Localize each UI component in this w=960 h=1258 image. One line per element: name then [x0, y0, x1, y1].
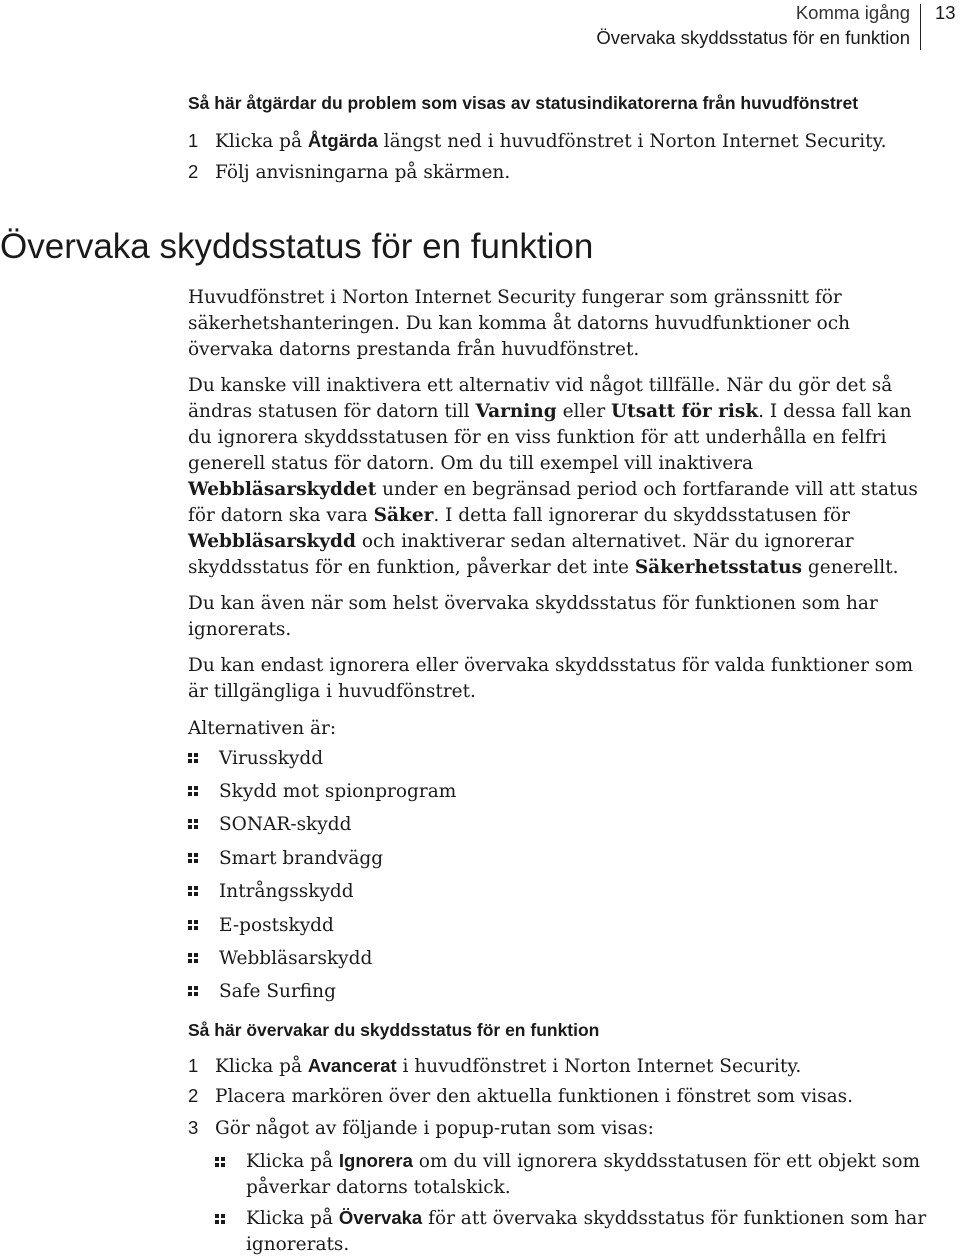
procedure-step: [188, 161, 510, 183]
page-number: 13: [935, 2, 956, 23]
procedure-step: [188, 1055, 801, 1077]
step-text: Gör något av följande i popup-rutan som visas:: [215, 1118, 654, 1139]
step-text: Klicka på Åtgärda längst ned i huvudfönstret i Norton Internet Security.: [215, 130, 887, 152]
action-label: Åtgärda: [307, 130, 378, 151]
action-label: Övervaka: [338, 1207, 423, 1228]
bullet-icon: [188, 819, 198, 829]
step-number: 2: [188, 161, 199, 182]
procedure-heading-monitor: Så här övervakar du skyddsstatus för en funktion: [188, 1020, 600, 1040]
paragraph-status-explanation: Du kanske vill inaktivera ett alternativ vid något tillfälle. När du gör det så ändras statusen för datorn till Varning eller Utsatt för risk. I dessa fall kan du ignorera skyddsstatusen för en viss funktion för att underhålla en felfri generell status för datorn. Om du till exempel vill inaktivera Webbläsarskyddet under en begränsad period och fortfarande vill att status för datorn ska vara Säker. I detta fall ignorerar du skyddsstatusen för Webbläsarskydd och inaktiverar sedan alternativet. När du ignorerar skyddsstatus för en funktion, påverkar det inte Säkerhetsstatus generellt.: [188, 375, 918, 578]
header-chapter: Komma igång: [795, 2, 910, 23]
procedure-heading-fix: Så här åtgärdar du problem som visas av statusindikatorerna från huvudfönstret: [188, 93, 859, 113]
action-label: Ignorera: [338, 1150, 413, 1171]
feature-webblasarskyddet: Webbläsarskyddet: [188, 479, 377, 500]
procedure-step: [188, 130, 886, 152]
list-item: [215, 1148, 935, 1201]
procedure-step: [188, 1085, 853, 1107]
step-number: 3: [188, 1117, 199, 1138]
bullet-icon: [188, 786, 198, 796]
bullet-icon: [188, 986, 198, 996]
bullet-icon: [188, 953, 198, 963]
bullet-icon: [215, 1157, 225, 1167]
action-label: Avancerat: [307, 1055, 397, 1076]
header-section: Övervaka skyddsstatus för en funktion: [596, 27, 910, 48]
header-divider: [920, 4, 921, 50]
bullet-icon: [188, 853, 198, 863]
label-sakerhetsstatus: Säkerhetsstatus: [634, 557, 803, 578]
status-varning: Varning: [475, 401, 557, 422]
paragraph-options-intro: Alternativen är:: [188, 718, 337, 739]
bullet-icon: [215, 1214, 225, 1224]
step-text: Placera markören över den aktuella funktionen i fönstret som visas.: [215, 1086, 854, 1107]
section-title: Övervaka skyddsstatus för en funktion: [0, 227, 594, 266]
procedure-step: [188, 1117, 654, 1139]
feature-webblasarskydd: Webbläsarskydd: [188, 531, 356, 552]
sub-bullet-text: Klicka på Ignorera om du vill ignorera skyddsstatusen för ett objekt som påverkar datorns totalskick.: [246, 1150, 921, 1198]
step-number: 1: [188, 130, 199, 151]
step-number: 2: [188, 1085, 199, 1106]
sub-bullet-text: Klicka på Övervaka för att övervaka skyddsstatus för funktionen som har ignorerats.: [246, 1207, 927, 1255]
list-item: [215, 1205, 935, 1258]
paragraph-available-features: Du kan endast ignorera eller övervaka skyddsstatus för valda funktioner som är tillgängliga i huvudfönstret.: [188, 655, 914, 702]
bullet-icon: [188, 920, 198, 930]
step-text: Följ anvisningarna på skärmen.: [215, 162, 511, 183]
paragraph-monitor-anytime: Du kan även när som helst övervaka skyddsstatus för funktionen som har ignorerats.: [188, 593, 878, 640]
step-number: 1: [188, 1055, 199, 1076]
bullet-icon: [188, 753, 198, 763]
running-header: [596, 0, 910, 50]
page-header: [0, 0, 960, 60]
step-text: Klicka på Avancerat i huvudfönstret i Norton Internet Security.: [215, 1055, 802, 1077]
paragraph-intro: Huvudfönstret i Norton Internet Security fungerar som gränssnitt för säkerhetshanteringen. Du kan komma åt datorns huvudfunktioner och övervaka datorns prestanda från huvudfönstret.: [188, 287, 851, 360]
status-utsatt: Utsatt för risk: [611, 401, 759, 422]
bullet-icon: [188, 886, 198, 896]
status-saker: Säker: [373, 505, 434, 526]
